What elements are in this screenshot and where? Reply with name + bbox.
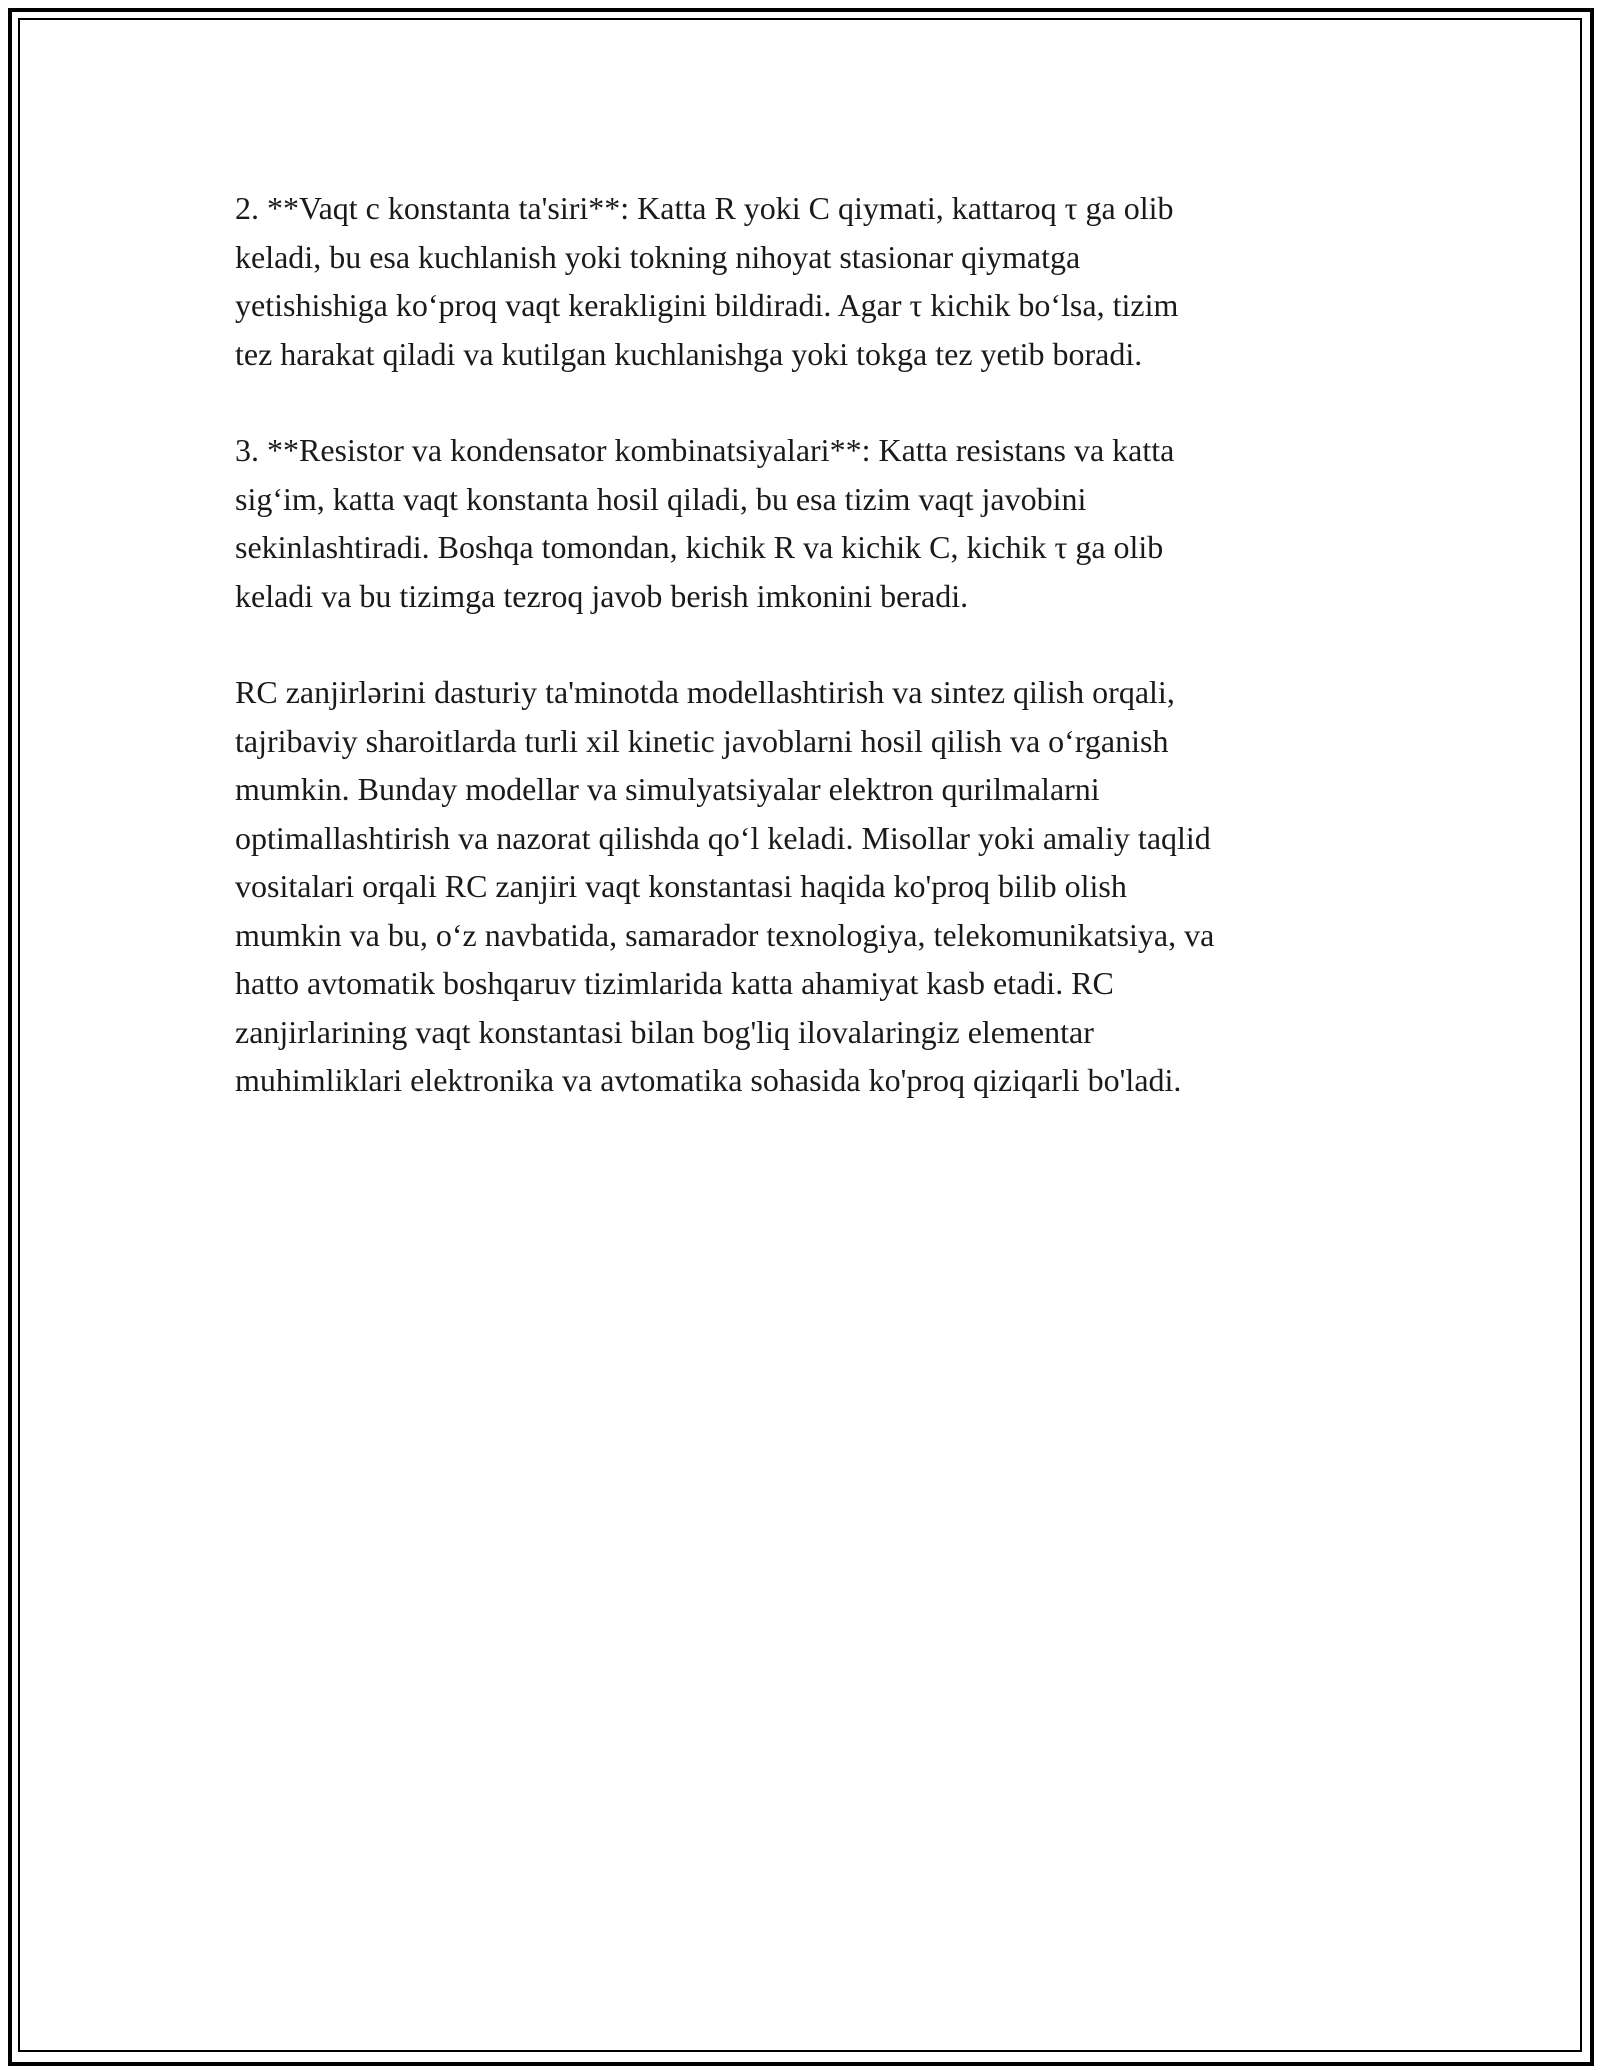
paragraph-time-constant-effect xyxy=(235,184,1365,378)
text-line: keladi va bu tizimga tezroq javob berish imkonini beradi. xyxy=(235,577,969,614)
text-line: mumkin va bu, o‘z navbatida, samarador texnologiya, telekomunikatsiya, va xyxy=(235,916,1215,953)
text-line: 2. **Vaqt c konstanta ta'siri**: Katta R yoki C qiymati, kattaroq τ ga olib xyxy=(235,190,1174,226)
document-body xyxy=(235,184,1365,1153)
text-line: tajribaviy sharoitlarda turli xil kinetic javoblarni hosil qilish va o‘rganish xyxy=(235,722,1169,759)
text-line: zanjirlarining vaqt konstantasi bilan bog'liq ilovalaringiz elementar xyxy=(235,1013,1094,1050)
paragraph-rc-modelling xyxy=(235,668,1365,1105)
text-line: 3. **Resistor va kondensator kombinatsiyalari**: Katta resistans va katta xyxy=(235,432,1175,468)
text-line: sekinlashtiradi. Boshqa tomondan, kichik R va kichik C, kichik τ ga olib xyxy=(235,529,1164,565)
text-line: RC zanjirlərini dasturiy ta'minotda modellashtirish va sintez qilish orqali, xyxy=(235,674,1175,710)
text-line: vositalari orqali RC zanjiri vaqt konstantasi haqida ko'proq bilib olish xyxy=(235,868,1127,904)
paragraph-rc-combinations xyxy=(235,426,1365,620)
text-line: muhimliklari elektronika va avtomatika sohasida ko'proq qiziqarli bo'ladi. xyxy=(235,1062,1182,1098)
text-line: mumkin. Bunday modellar va simulyatsiyalar elektron qurilmalarni xyxy=(235,771,1100,807)
text-line: sig‘im, katta vaqt konstanta hosil qiladi, bu esa tizim vaqt javobini xyxy=(235,480,1087,517)
text-line: tez harakat qiladi va kutilgan kuchlanishga yoki tokga tez yetib boradi. xyxy=(235,335,1143,372)
text-line: hatto avtomatik boshqaruv tizimlarida katta ahamiyat kasb etadi. RC xyxy=(235,965,1114,1001)
text-line: keladi, bu esa kuchlanish yoki tokning nihoyat stasionar qiymatga xyxy=(235,238,1081,275)
text-line: yetishishiga ko‘proq vaqt kerakligini bildiradi. Agar τ kichik bo‘lsa, tizim xyxy=(235,287,1179,323)
text-line: optimallashtirish va nazorat qilishda qo‘l keladi. Misollar yoki amaliy taqlid xyxy=(235,819,1211,856)
